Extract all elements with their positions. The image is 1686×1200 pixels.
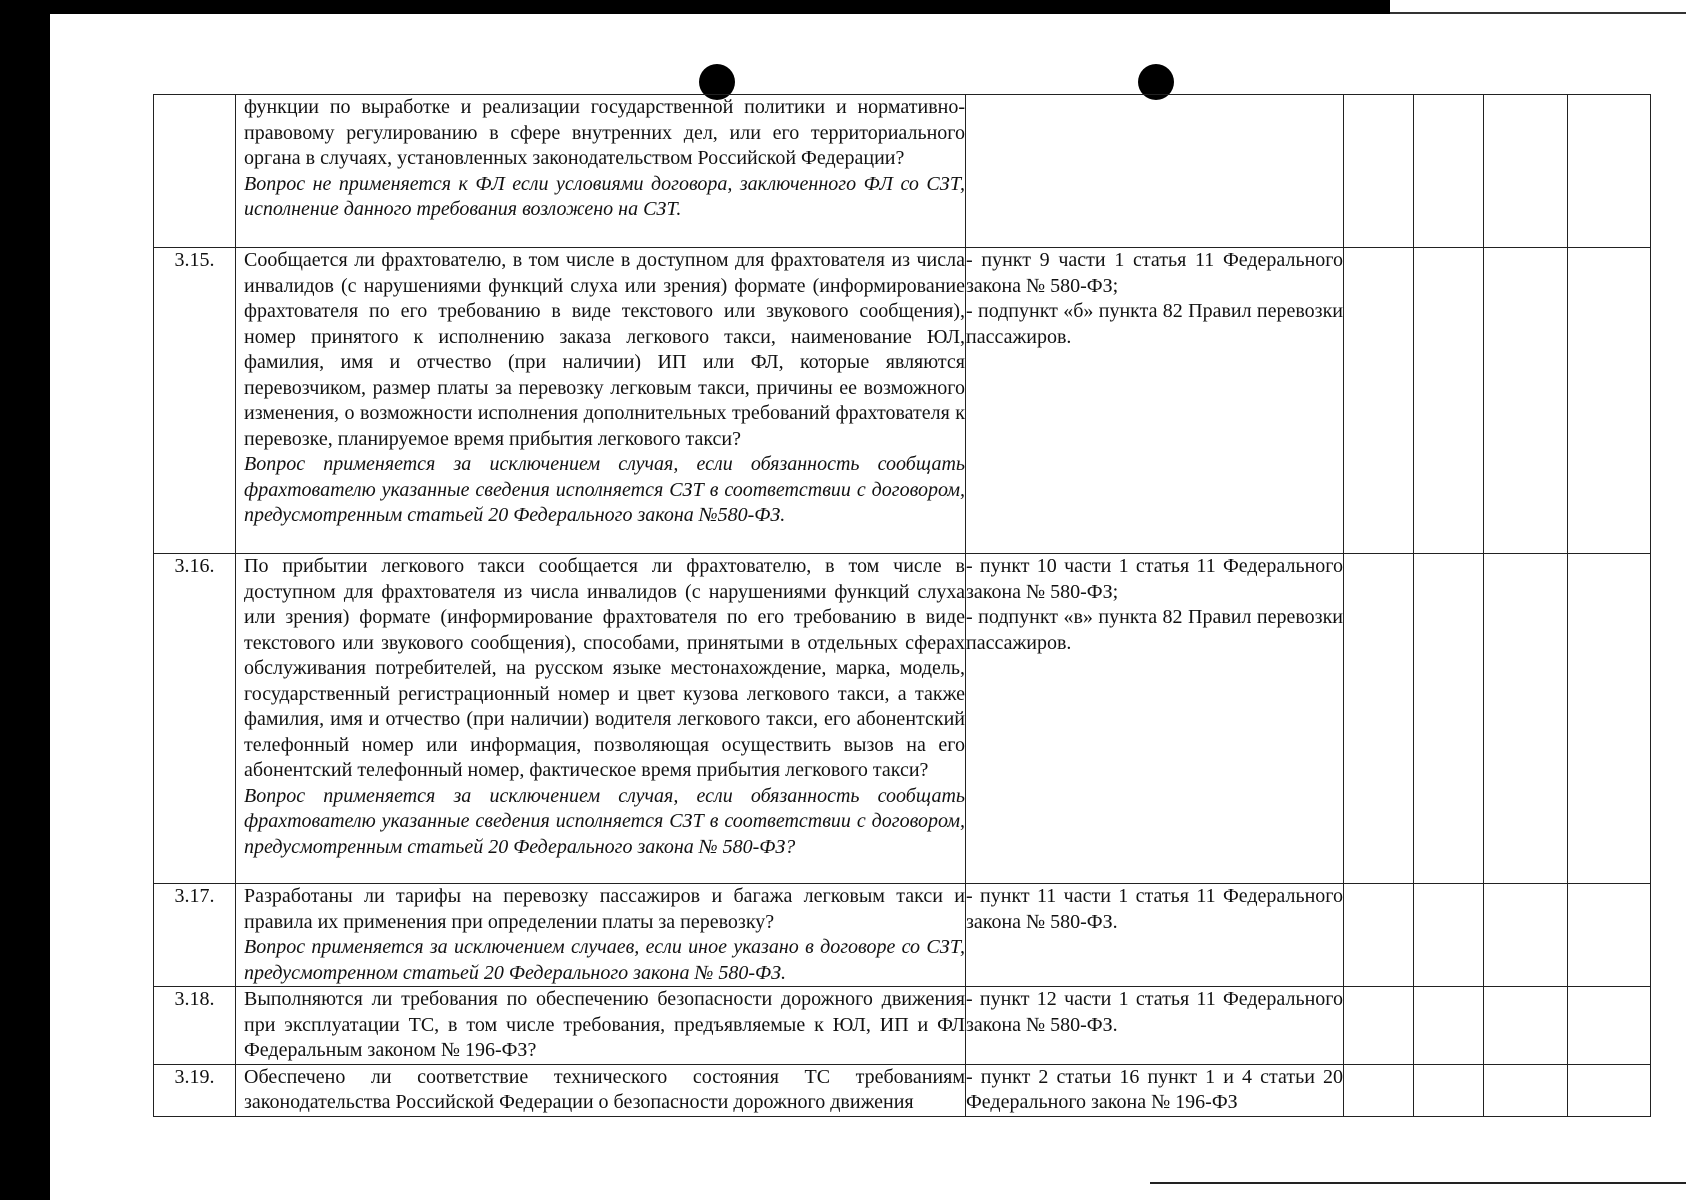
answer-cell[interactable] (1344, 884, 1414, 987)
question-cell (236, 248, 966, 554)
question-cell (236, 554, 966, 884)
answer-cell[interactable] (1414, 884, 1484, 987)
answer-cell[interactable] (1484, 248, 1568, 554)
reference-line: - пункт 12 части 1 статья 11 Федерального закона № 580-ФЗ. (966, 988, 1343, 1036)
answer-cell[interactable] (1568, 1064, 1651, 1116)
row-number: 3.16. (154, 554, 236, 884)
table-row (154, 884, 1651, 987)
table-row (154, 248, 1651, 554)
checklist-table (153, 94, 1651, 1117)
reference-cell (966, 95, 1344, 248)
answer-cell[interactable] (1414, 95, 1484, 248)
answer-cell[interactable] (1414, 554, 1484, 884)
answer-cell[interactable] (1484, 554, 1568, 884)
table-row (154, 554, 1651, 884)
table-row (154, 987, 1651, 1065)
row-number: 3.15. (154, 248, 236, 554)
answer-cell[interactable] (1344, 987, 1414, 1065)
table-row (154, 95, 1651, 248)
table-row (154, 1064, 1651, 1116)
reference-line: - пункт 11 части 1 статья 11 Федерального закона № 580-ФЗ. (966, 885, 1343, 933)
answer-cell[interactable] (1344, 554, 1414, 884)
row-number (154, 95, 236, 248)
question-text: Сообщается ли фрахтователю, в том числе в доступном для фрахтователя из числа инвалидов (с нарушениями функций слуха или зрения) формате (информирование фрахтователя по его требованию в виде текстового или звукового сообщения), номер принятого к исполнению заказа легкового такси, наименование ЮЛ, фамилия, имя и отчество (при наличии) ИП или ФЛ, которые являются перевозчиком, размер платы за перевозку легковым такси, причины ее возможного изменения, о возможности исполнения дополнительных требований фрахтователя к перевозке, планируемое время прибытия легкового такси? (244, 249, 965, 450)
question-cell (236, 95, 966, 248)
answer-cell[interactable] (1568, 554, 1651, 884)
reference-cell (966, 554, 1344, 884)
reference-line: - подпункт «в» пункта 82 Правил перевозки пассажиров. (966, 606, 1343, 654)
answer-cell[interactable] (1484, 884, 1568, 987)
scan-line-bottom (1150, 1182, 1686, 1184)
question-text: Обеспечено ли соответствие технического состояния ТС требованиям законодательства Российской Федерации о безопасности дорожного движения (244, 1065, 965, 1113)
answer-cell[interactable] (1568, 248, 1651, 554)
answer-cell[interactable] (1344, 248, 1414, 554)
question-note: Вопрос применяется за исключением случаев, если иное указано в договоре со СЗТ, предусмотренном статьей 20 Федерального закона № 580-ФЗ. (244, 936, 965, 984)
reference-line: - пункт 2 статьи 16 пункт 1 и 4 статьи 20 Федерального закона № 196-ФЗ (966, 1065, 1343, 1113)
reference-line: - подпункт «б» пункта 82 Правил перевозки пассажиров. (966, 300, 1343, 348)
question-note: Вопрос не применяется к ФЛ если условиями договора, заключенного ФЛ со СЗТ, исполнение данного требования возложено на СЗТ. (244, 172, 965, 220)
row-number: 3.19. (154, 1064, 236, 1116)
reference-line: - пункт 10 части 1 статья 11 Федерального закона № 580-ФЗ; (966, 555, 1343, 603)
answer-cell[interactable] (1344, 1064, 1414, 1116)
answer-cell[interactable] (1414, 248, 1484, 554)
reference-cell (966, 248, 1344, 554)
answer-cell[interactable] (1484, 95, 1568, 248)
question-text: функции по выработке и реализации государственной политики и нормативно-правовому регулированию в сфере внутренних дел, или его территориального органа в случаях, установленных законодательством Российской Федерации? (244, 96, 965, 169)
answer-cell[interactable] (1414, 1064, 1484, 1116)
scan-border-left (0, 0, 50, 1200)
question-text: Выполняются ли требования по обеспечению безопасности дорожного движения при эксплуатации ТС, в том числе требования, предъявляемые к ЮЛ, ИП и ФЛ Федеральным законом № 196-ФЗ? (244, 988, 965, 1061)
answer-cell[interactable] (1568, 884, 1651, 987)
answer-cell[interactable] (1484, 1064, 1568, 1116)
row-number: 3.18. (154, 987, 236, 1065)
reference-cell (966, 987, 1344, 1065)
question-cell (236, 1064, 966, 1116)
row-number: 3.17. (154, 884, 236, 987)
scan-border-top (0, 0, 1390, 14)
reference-cell (966, 884, 1344, 987)
answer-cell[interactable] (1344, 95, 1414, 248)
answer-cell[interactable] (1568, 987, 1651, 1065)
question-text: По прибытии легкового такси сообщается ли фрахтователю, в том числе в доступном для фрахтователя из числа инвалидов (с нарушениями функций слуха или зрения) формате (информирование фрахтователя по его требованию в виде текстового или звукового сообщения), способами, принятыми в отдельных сферах обслуживания потребителей, на русском языке местонахождение, марка, модель, государственный регистрационный номер и цвет кузова легкового такси, а также фамилия, имя и отчество (при наличии) водителя легкового такси, его абонентский телефонный номер или информация, позволяющая осуществить вызов на его абонентский телефонный номер, фактическое время прибытия легкового такси? (244, 555, 965, 781)
answer-cell[interactable] (1414, 987, 1484, 1065)
question-cell (236, 987, 966, 1065)
reference-cell (966, 1064, 1344, 1116)
answer-cell[interactable] (1484, 987, 1568, 1065)
question-text: Разработаны ли тарифы на перевозку пассажиров и багажа легковым такси и правила их применения при определении платы за перевозку? (244, 885, 965, 933)
answer-cell[interactable] (1568, 95, 1651, 248)
question-cell (236, 884, 966, 987)
question-note: Вопрос применяется за исключением случая, если обязанность сообщать фрахтователю указанные сведения исполняется СЗТ в соответствии с договором, предусмотренным статьей 20 Федерального закона №580-ФЗ. (244, 453, 965, 526)
question-note: Вопрос применяется за исключением случая, если обязанность сообщать фрахтователю указанные сведения исполняется СЗТ в соответствии с договором, предусмотренным статьей 20 Федерального закона № 580-ФЗ? (244, 784, 965, 858)
reference-line: - пункт 9 части 1 статья 11 Федерального закона № 580-ФЗ; (966, 249, 1343, 297)
scan-border-top-thin (1390, 12, 1686, 14)
